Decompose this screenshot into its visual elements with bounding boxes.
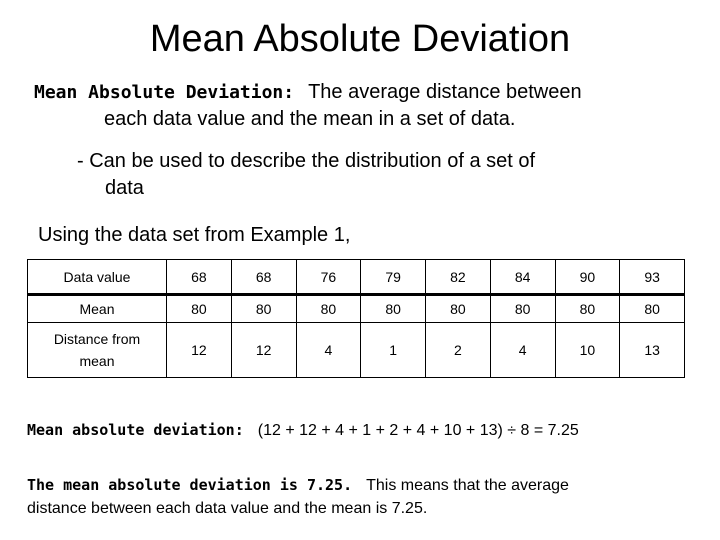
note-line1: - Can be used to describe the distribution of a set of xyxy=(77,150,536,172)
table-cell: 84 xyxy=(490,260,555,295)
table-cell: 82 xyxy=(426,260,491,295)
table-row-distance xyxy=(28,323,685,378)
table-cell: 4 xyxy=(490,323,555,378)
table-cell: 80 xyxy=(296,295,361,323)
mad-term: Mean absolute deviation: xyxy=(27,421,244,439)
table-row-data-value xyxy=(28,260,685,295)
table-cell: 80 xyxy=(231,295,296,323)
table-cell: 76 xyxy=(296,260,361,295)
table-cell: 80 xyxy=(426,295,491,323)
distribution-note xyxy=(77,148,697,202)
mad-expression: (12 + 12 + 4 + 1 + 2 + 4 + 10 + 13) ÷ 8 = 7.25 xyxy=(257,422,579,439)
table-cell: 80 xyxy=(167,295,232,323)
table-cell: 2 xyxy=(426,323,491,378)
row-label xyxy=(28,323,167,378)
table-cell: 79 xyxy=(361,260,426,295)
table-cell: 80 xyxy=(555,295,620,323)
table-cell: 4 xyxy=(296,323,361,378)
table-cell: 68 xyxy=(167,260,232,295)
table-cell: 12 xyxy=(231,323,296,378)
row-label-line2: mean xyxy=(79,353,115,369)
definition-text-line1: The average distance between xyxy=(308,81,582,103)
table-cell: 68 xyxy=(231,260,296,295)
intro-text: Using the data set from Example 1, xyxy=(38,224,351,246)
table-cell: 1 xyxy=(361,323,426,378)
table-cell: 90 xyxy=(555,260,620,295)
row-label: Data value xyxy=(28,260,167,295)
data-table xyxy=(27,259,685,378)
table-row-mean xyxy=(28,295,685,323)
note-line2: data xyxy=(105,177,144,199)
table-cell: 80 xyxy=(361,295,426,323)
mad-calculation xyxy=(27,419,707,442)
row-label: Mean xyxy=(28,295,167,323)
slide-title: Mean Absolute Deviation xyxy=(149,18,571,60)
table-cell: 13 xyxy=(620,323,685,378)
table-cell: 93 xyxy=(620,260,685,295)
conclusion-line1: This means that the average xyxy=(366,477,569,494)
table-cell: 80 xyxy=(620,295,685,323)
conclusion-line2: distance between each data value and the mean is 7.25. xyxy=(27,500,428,517)
table-cell: 12 xyxy=(167,323,232,378)
conclusion-block xyxy=(27,474,697,520)
table-cell: 10 xyxy=(555,323,620,378)
definition-text-line2: each data value and the mean in a set of data. xyxy=(104,108,516,130)
definition-block xyxy=(34,79,704,133)
row-label-line1: Distance from xyxy=(53,331,141,347)
table-cell: 80 xyxy=(490,295,555,323)
conclusion-term: The mean absolute deviation is 7.25. xyxy=(27,476,353,494)
definition-term: Mean Absolute Deviation: xyxy=(34,82,295,103)
